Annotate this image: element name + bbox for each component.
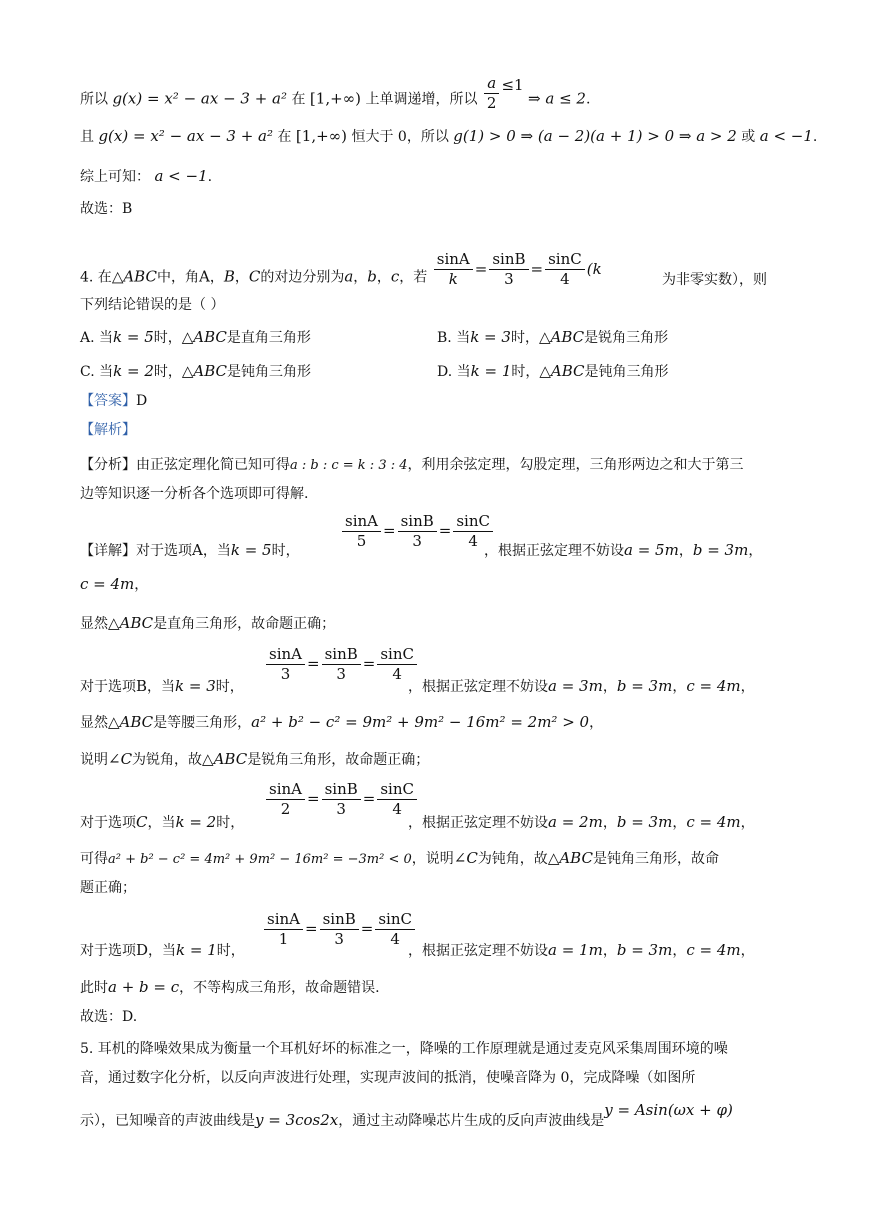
math-expr: g(x) = x² − ax − 3 + a² <box>112 89 288 108</box>
q4-option-c: C. 当k = 2时，△ABC是钝角三角形 <box>80 362 312 380</box>
detail-a-line2: c = 4m， <box>80 575 149 593</box>
text: 且 <box>80 129 94 145</box>
math-expr: a < −1 <box>154 167 208 185</box>
detail-a-line1: 【详解】对于选项A，当k = 5时， <box>80 541 300 559</box>
fraction: $\frac{\sin B}{3}$ <box>489 250 528 289</box>
detail-d-line2: 此时a + b = c，不等构成三角形，故命题错误. <box>80 978 380 996</box>
fraction: $\frac{\sin C}{4}$ <box>545 250 585 289</box>
detail-b-line3: 说明∠C为锐角，故△ABC是锐角三角形，故命题正确； <box>80 750 430 768</box>
q5-line2: 音，通过数字化分析，以反向声波进行处理，实现声波间的抵消，使噪音降为 0，完成降噪（如图所 <box>80 1070 696 1086</box>
q4-option-a: A. 当k = 5时，△ABC是直角三角形 <box>80 328 311 346</box>
q4-stem-line2: 下列结论错误的是（ ） <box>80 297 225 313</box>
text: 或 <box>741 129 756 145</box>
math-interval: [1,+∞) <box>295 127 348 145</box>
detail-b-assume: ，根据正弦定理不妨设a = 3m，b = 3m，c = 4m， <box>408 677 755 695</box>
text: 在 <box>291 91 306 108</box>
detail-d-assume: ，根据正弦定理不妨设a = 1m，b = 3m，c = 4m， <box>408 941 755 959</box>
q4-stem: 4. 在△ABC中，角A，B，C的对边分别为a，b，c，若 $\frac{\sin A}{k}$ = $\frac{\sin B}{3}$ = $\frac{\sin C}{4}$ (k <box>80 250 602 288</box>
detail-c-line3: 题正确； <box>80 880 136 896</box>
fraction: $\frac{\sin A}{k}$ <box>434 250 473 289</box>
detail-c-fraction: $\frac{\sin A}{2}$ = $\frac{\sin B}{3}$ = $\frac{\sin C}{4}$ <box>264 780 419 819</box>
detail-c-line2: 可得a² + b² − c² = 4m² + 9m² − 16m² = −3m² < 0，说明∠C为钝角，故△ABC是钝角三角形，故命 <box>80 849 719 867</box>
detail-c-line1: 对于选项C，当k = 2时， <box>80 813 245 831</box>
q4-option-b: B. 当k = 3时，△ABC是锐角三角形 <box>437 328 669 346</box>
detail-b-line1: 对于选项B，当k = 3时， <box>80 677 244 695</box>
math-expr: a < −1 <box>759 127 813 145</box>
math-expr: ≤1 <box>501 75 524 94</box>
fraction: $\frac{a}{2}$ <box>484 74 500 113</box>
answer-tag: 【答案】 <box>80 393 136 409</box>
detail-c-assume: ，根据正弦定理不妨设a = 2m，b = 3m，c = 4m， <box>408 813 755 831</box>
q5-line3: 示），已知噪音的声波曲线是y = 3cos2x，通过主动降噪芯片生成的反向声波曲线是y = Asin(ωx + φ) <box>80 1101 733 1129</box>
q4-option-d: D. 当k = 1时，△ABC是钝角三角形 <box>437 362 669 380</box>
answer-value: D <box>136 393 148 409</box>
detail-b-line2: 显然△ABC是等腰三角形，a² + b² − c² = 9m² + 9m² − 16m² = 2m² > 0， <box>80 713 604 731</box>
detail-d-line1: 对于选项D，当k = 1时， <box>80 941 245 959</box>
detail-b-fraction: $\frac{\sin A}{3}$ = $\frac{\sin B}{3}$ = $\frac{\sin C}{4}$ <box>264 645 419 684</box>
math-expr: g(x) = x² − ax − 3 + a² <box>98 127 274 145</box>
final-answer: 故选：D. <box>80 1009 138 1025</box>
text: 综上可知： <box>80 169 150 185</box>
detail-d-fraction: $\frac{\sin A}{1}$ = $\frac{\sin B}{3}$ = $\frac{\sin C}{4}$ <box>262 910 417 949</box>
line-monotonic: 所以 g(x) = x² − ax − 3 + a² 在 [1,+∞) 上单调递增，所以 $\frac{a}{2}$ ≤1 ⇒ a ≤ 2. <box>80 74 591 112</box>
q5-line1: 5. 耳机的降噪效果成为衡量一个耳机好坏的标准之一，降噪的工作原理就是通过麦克风采集周围环境的噪 <box>80 1041 728 1057</box>
text: 所以 <box>80 91 108 108</box>
answer-line <box>80 391 147 411</box>
detail-a-concl: 显然△ABC是直角三角形，故命题正确； <box>80 614 336 632</box>
line-answer-prev: 故选：B <box>80 201 133 217</box>
math-expr: ⇒ a ≤ 2 <box>528 89 586 108</box>
analysis-tag: 【解析】 <box>80 422 136 438</box>
detail-a-fraction: $\frac{\sin A}{5}$ = $\frac{\sin B}{3}$ = $\frac{\sin C}{4}$ <box>340 512 495 551</box>
line-positive: 且 g(x) = x² − ax − 3 + a² 在 [1,+∞) 恒大于 0，所以 g(1) > 0 ⇒ (a − 2)(a + 1) > 0 ⇒ a > 2 或 a < −1. <box>80 127 818 145</box>
q4-stem-tail: 为非零实数），则 <box>662 272 767 288</box>
line-conclusion: 综上可知： a < −1. <box>80 167 213 185</box>
fenxi-line: 【分析】由正弦定理化简已知可得a : b : c = k : 3 : 4，利用余弦定理，勾股定理，三角形两边之和大于第三 <box>80 457 744 473</box>
math-expr: g(1) > 0 ⇒ (a − 2)(a + 1) > 0 ⇒ a > 2 <box>453 127 737 145</box>
math-interval: [1,+∞) <box>309 89 362 108</box>
text: 在 <box>277 129 292 145</box>
text: 恒大于 0，所以 <box>351 129 449 145</box>
fenxi-line2: 边等知识逐一分析各个选项即可得解. <box>80 486 309 502</box>
detail-a-assume: ，根据正弦定理不妨设a = 5m，b = 3m， <box>484 541 763 559</box>
text: 上单调递增，所以 <box>365 91 478 108</box>
